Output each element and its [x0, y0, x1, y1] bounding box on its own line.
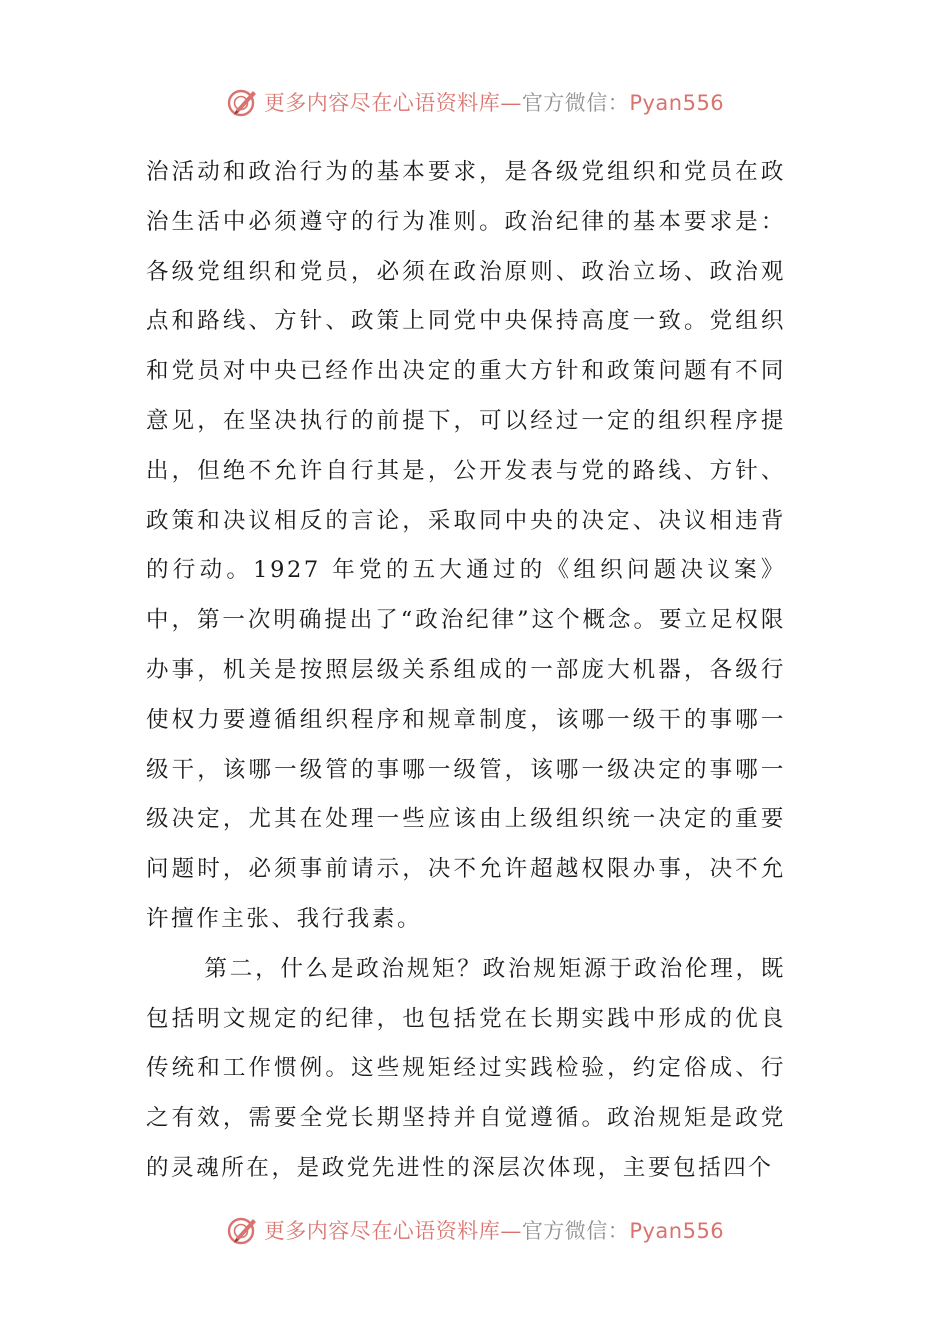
document-body — [146, 148, 786, 1194]
header-banner-text — [264, 87, 724, 117]
header-dash: — — [500, 91, 522, 115]
header-site-text: 更多内容尽在心语资料库 — [263, 91, 501, 115]
footer-wechat-label: 官方微信： — [521, 1219, 630, 1243]
footer-banner — [0, 1208, 950, 1252]
body-paragraph: 第二，什么是政治规矩？政治规矩源于政治伦理，既包括明文规定的纪律，也包括党在长期实践中形成的优良传统和工作惯例。这些规矩经过实践检验，约定俗成、行之有效，需要全党长期坚持并自觉遵循。政治规矩是政党的灵魂所在，是政党先进性的深层次体现，主要包括四个 — [146, 955, 786, 1181]
footer-wechat-id: Pyan556 — [629, 1219, 725, 1243]
body-paragraph: 治活动和政治行为的基本要求，是各级党组织和党员在政治生活中必须遵守的行为准则。政治纪律的基本要求是：各级党组织和党员，必须在政治原则、政治立场、政治观点和路线、方针、政策上同党中央保持高度一致。党组织和党员对中央已经作出决定的重大方针和政策问题有不同意见，在坚决执行的前提下，可以经过一定的组织程序提出，但绝不允许自行其是，公开发表与党的路线、方针、政策和决议相反的言论，采取同中央的决定、决议相违背的行动。1927 年党的五大通过的《组织问题决议案》中，第一次明确提出了“政治纪律”这个概念。要立足权限办事，机关是按照层级关系组成的一部庞大机器，各级行使权力要遵循组织程序和规章制度，该哪一级干的事哪一级干，该哪一级管的事哪一级管，该哪一级决定的事哪一级决定，尤其在处理一些应该由上级组织统一决定的重要问题时，必须事前请示，决不允许超越权限办事，决不允许擅作主张、我行我素。 — [146, 159, 786, 932]
footer-site-text: 更多内容尽在心语资料库 — [263, 1219, 501, 1243]
pen-seal-icon — [226, 1213, 260, 1247]
footer-banner-text — [264, 1215, 724, 1245]
header-banner — [0, 80, 950, 124]
header-wechat-label: 官方微信： — [521, 91, 630, 115]
pen-seal-icon — [226, 85, 260, 119]
footer-dash: — — [500, 1219, 522, 1243]
header-wechat-id: Pyan556 — [629, 91, 725, 115]
